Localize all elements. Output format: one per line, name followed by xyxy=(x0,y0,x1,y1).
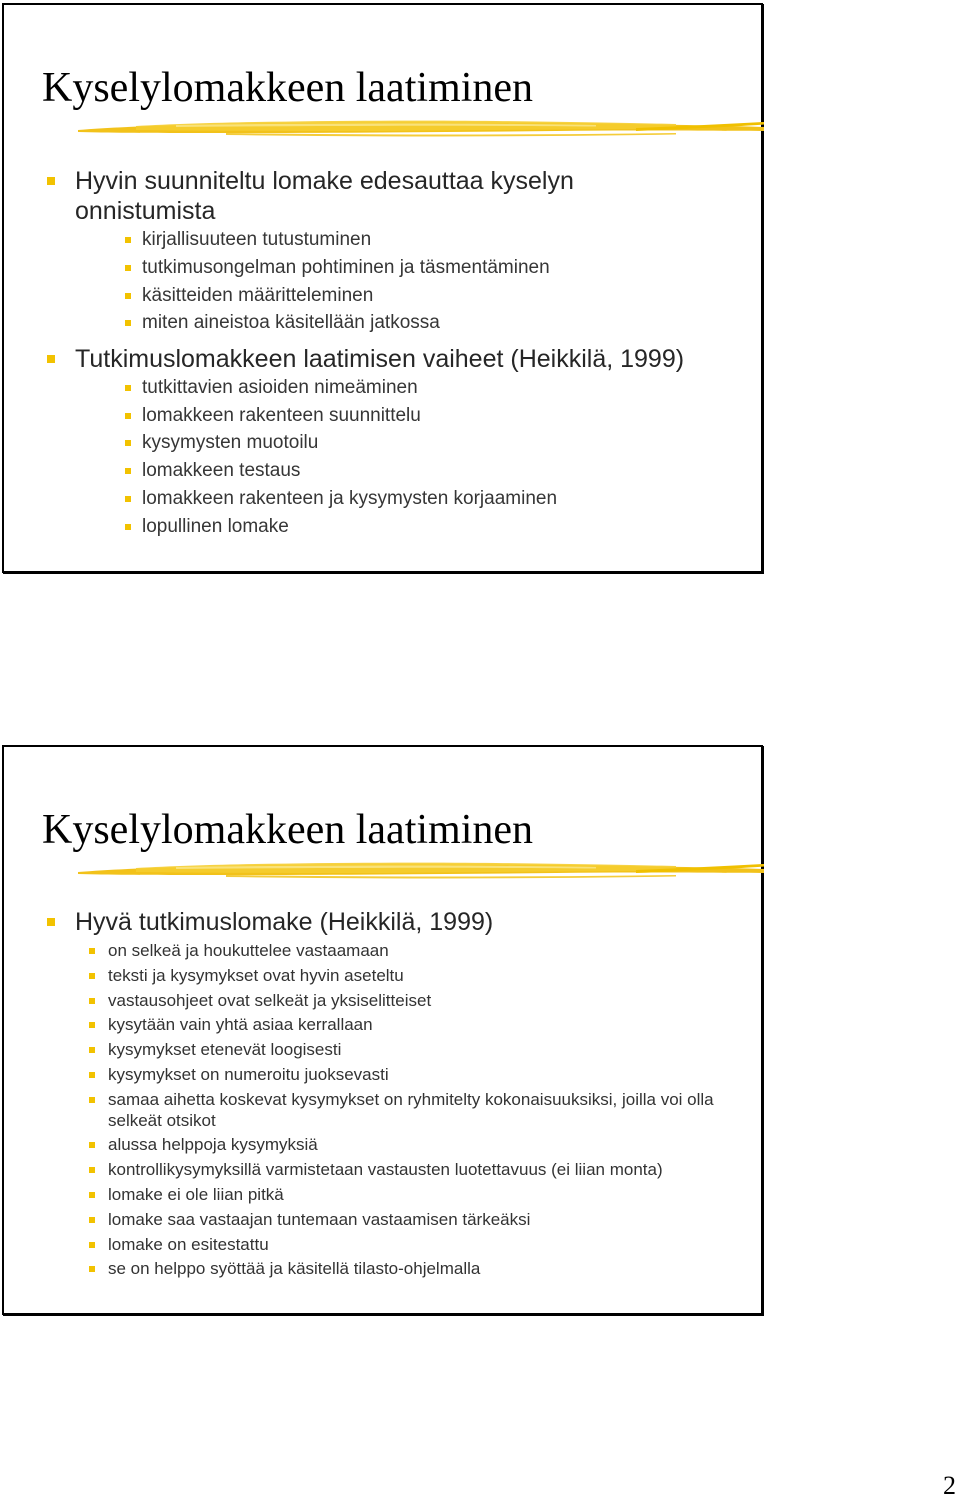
sub-list-item-text: kirjallisuuteen tutustuminen xyxy=(142,229,372,250)
sub-list-item xyxy=(47,374,747,402)
sub-list-item-text: on selkeä ja houkuttelee vastaamaan xyxy=(108,941,389,960)
square-bullet-icon xyxy=(125,496,131,502)
page-number: 2 xyxy=(943,1471,956,1500)
sub-list-item xyxy=(47,1040,747,1061)
sub-list-item xyxy=(47,966,747,987)
square-bullet-icon xyxy=(125,440,131,446)
sub-list-item xyxy=(47,226,747,254)
square-bullet-icon xyxy=(89,1242,95,1248)
sub-list-item-text: lomakkeen testaus xyxy=(142,460,301,482)
square-bullet-icon xyxy=(125,413,131,419)
square-bullet-icon xyxy=(89,948,95,954)
list-item-text: Tutkimuslomakkeen laatimisen vaiheet (Heikkilä, 1999) xyxy=(75,344,685,373)
sub-list-item xyxy=(47,1235,747,1256)
list-item-text: Hyvä tutkimuslomake (Heikkilä, 1999) xyxy=(75,908,494,936)
square-bullet-icon xyxy=(89,1097,95,1103)
yellow-brush-stroke-icon xyxy=(76,856,766,882)
slide-2 xyxy=(2,745,763,1315)
sub-list-item xyxy=(47,309,747,337)
sub-list-item xyxy=(47,254,747,282)
sub-list-item-text: lomakkeen rakenteen ja kysymysten korjaaminen xyxy=(142,487,558,509)
square-bullet-icon xyxy=(125,265,131,271)
square-bullet-icon xyxy=(47,355,55,363)
sub-list-item-text: se on helppo syöttää ja käsitellä tilasto-ohjelmalla xyxy=(108,1259,481,1279)
square-bullet-icon xyxy=(89,1217,95,1223)
sub-list-item-text: kysymykset etenevät loogisesti xyxy=(108,1040,342,1060)
sub-list-item-text: lomake on esitestattu xyxy=(108,1234,269,1254)
sub-list-item-text: kysymykset on numeroitu juoksevasti xyxy=(108,1064,389,1084)
sub-list-item-text: lomakkeen rakenteen suunnittelu xyxy=(142,404,421,426)
sub-list-item-text: lomake ei ole liian pitkä xyxy=(108,1184,284,1204)
sub-list-item xyxy=(47,941,747,962)
sub-list-item-text: kontrollikysymyksillä varmistetaan vastausten luotettavuus (ei liian monta) xyxy=(108,1160,663,1180)
square-bullet-icon xyxy=(89,1167,95,1173)
square-bullet-icon xyxy=(125,524,131,530)
sub-list-item xyxy=(47,1090,747,1132)
sub-list-item-text: teksti ja kysymykset ovat hyvin aseteltu xyxy=(108,965,404,985)
list-item xyxy=(47,166,747,226)
square-bullet-icon xyxy=(125,237,131,243)
sub-list-item-text: miten aineistoa käsitellään jatkossa xyxy=(142,312,440,334)
sub-list-item xyxy=(47,991,747,1012)
sub-list-item-text: tutkimusongelman pohtiminen ja täsmentäminen xyxy=(142,256,550,278)
sub-list-item xyxy=(47,1160,747,1181)
sub-list-item-text: käsitteiden määritteleminen xyxy=(142,284,374,306)
sub-list-item xyxy=(47,1015,747,1036)
sub-list-item xyxy=(47,1210,747,1231)
sub-list-item xyxy=(47,513,747,541)
slide-title: Kyselylomakkeen laatiminen xyxy=(42,65,534,111)
sub-list-item xyxy=(47,1185,747,1206)
list-item xyxy=(47,907,747,937)
square-bullet-icon xyxy=(89,1022,95,1028)
bullet-list xyxy=(47,166,747,541)
square-bullet-icon xyxy=(125,385,131,391)
sub-list-item xyxy=(47,1135,747,1156)
square-bullet-icon xyxy=(89,1142,95,1148)
square-bullet-icon xyxy=(89,1072,95,1078)
sub-list-item xyxy=(47,429,747,457)
sub-list-item xyxy=(47,457,747,485)
sub-list-item-text: samaa aihetta koskevat kysymykset on ryhmitelty kokonaisuuksiksi, joilla voi olla selkeät otsikot xyxy=(108,1089,714,1130)
sub-list-item-text: lopullinen lomake xyxy=(142,515,289,537)
square-bullet-icon xyxy=(47,177,55,185)
list-item xyxy=(47,344,747,374)
sub-list-item xyxy=(47,402,747,430)
yellow-brush-stroke-icon xyxy=(76,114,766,140)
list-item-text: Hyvin suunniteltu lomake edesauttaa kyselyn onnistumista xyxy=(75,167,574,225)
sub-list-item-text: alussa helppoja kysymyksiä xyxy=(108,1135,318,1155)
sub-list-item xyxy=(47,1065,747,1086)
square-bullet-icon xyxy=(89,1192,95,1198)
square-bullet-icon xyxy=(125,293,131,299)
square-bullet-icon xyxy=(89,1266,95,1272)
sub-list-item xyxy=(47,1259,747,1280)
square-bullet-icon xyxy=(89,973,95,979)
sub-list-item-text: tutkittavien asioiden nimeäminen xyxy=(142,376,418,398)
square-bullet-icon xyxy=(125,468,131,474)
square-bullet-icon xyxy=(89,1047,95,1053)
sub-list-item xyxy=(47,485,747,513)
sub-list-item-text: lomake saa vastaajan tuntemaan vastaamisen tärkeäksi xyxy=(108,1209,531,1229)
square-bullet-icon xyxy=(125,320,131,326)
sub-list-item-text: vastausohjeet ovat selkeät ja yksiselitteiset xyxy=(108,990,432,1010)
sub-list-item xyxy=(47,282,747,310)
square-bullet-icon xyxy=(89,998,95,1004)
sub-list-item-text: kysytään vain yhtä asiaa kerrallaan xyxy=(108,1015,373,1035)
square-bullet-icon xyxy=(47,918,55,926)
slide-1 xyxy=(2,3,763,573)
sub-list-item-text: kysymysten muotoilu xyxy=(142,432,319,454)
slide-title: Kyselylomakkeen laatiminen xyxy=(42,807,534,853)
bullet-list xyxy=(47,907,747,1280)
